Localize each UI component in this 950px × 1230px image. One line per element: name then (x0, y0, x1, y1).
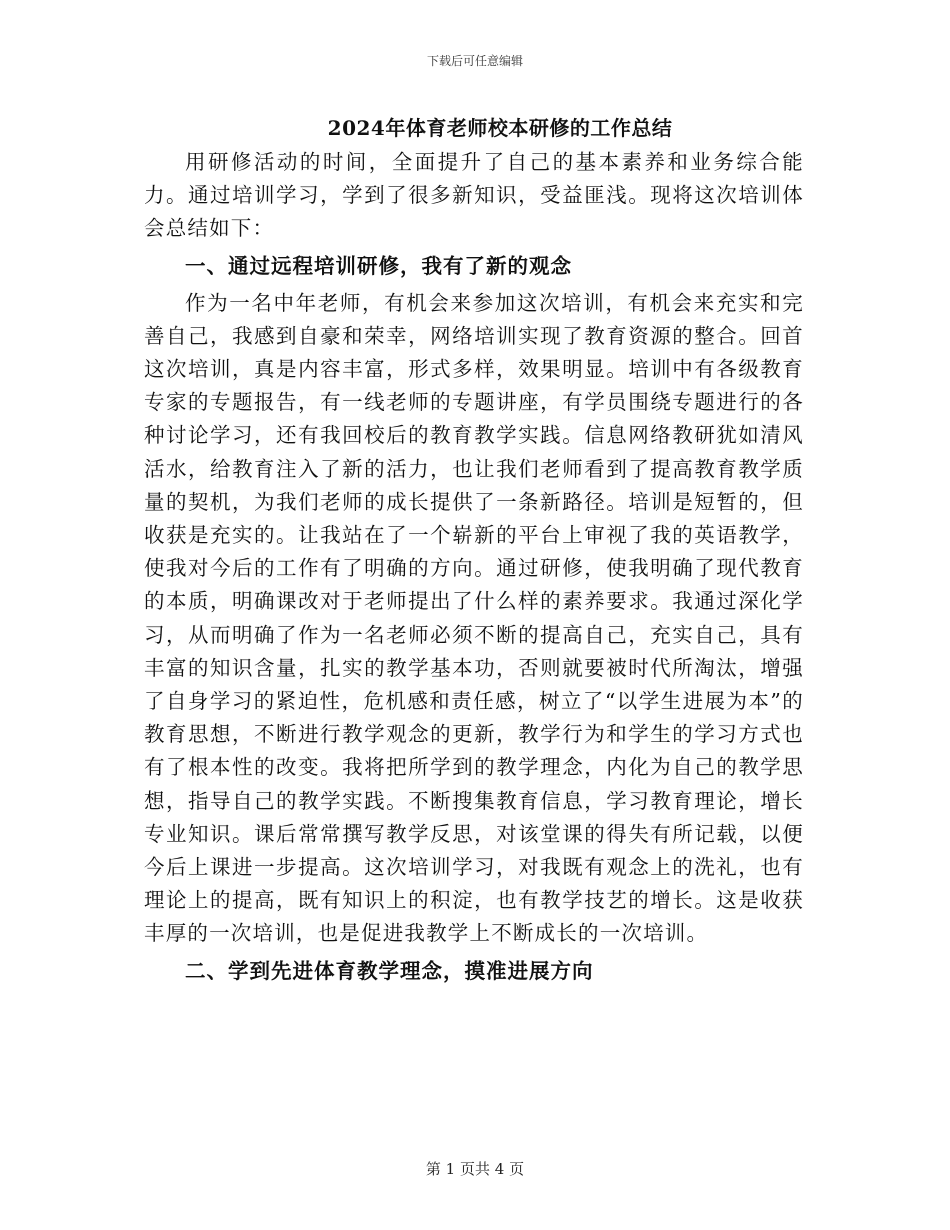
document-title: 2024年体育老师校本研修的工作总结 (327, 116, 673, 140)
document-body (144, 146, 804, 992)
section-2-heading: 二、学到先进体育教学理念，摸准进展方向 (185, 958, 594, 983)
section-1-paragraph: 作为一名中年老师，有机会来参加这次培训，有机会来充实和完善自己，我感到自豪和荣幸，网络培训实现了教育资源的整合。回首这次培训，真是内容丰富，形式多样，效果明显。培训中有各级教育专家的专题报告，有一线老师的专题讲座，有学员围绕专题进行的各种讨论学习，还有我回校后的教育教学实践。信息网络教研犹如清风活水，给教育注入了新的活力，也让我们老师看到了提高教育教学质量的契机，为我们老师的成长提供了一条新路径。培训是短暂的，但收获是充实的。让我站在了一个崭新的平台上审视了我的英语教学，使我对今后的工作有了明确的方向。通过研修，使我明确了现代教育的本质，明确课改对于老师提出了什么样的素养要求。我通过深化学习，从而明确了作为一名老师必须不断的提高自己，充实自己，具有丰富的知识含量，扎实的教学基本功，否则就要被时代所淘汰，增强了自身学习的紧迫性，危机感和责任感，树立了“以学生进展为本”的教育思想，不断进行教学观念的更新，教学行为和学生的学习方式也有了根本性的改变。我将把所学到的教学理念，内化为自己的教学思想，指导自己的教学实践。不断搜集教育信息，学习教育理论，增长专业知识。课后常常撰写教学反思，对该堂课的得失有所记载，以便今后上课进一步提高。这次培训学习，对我既有观念上的洗礼，也有理论上的提高，既有知识上的积淀，也有教学技艺的增长。这是收获丰厚的一次培训，也是促进我教学上不断成长的一次培训。 (144, 290, 804, 946)
intro-paragraph: 用研修活动的时间，全面提升了自己的基本素养和业务综合能力。通过培训学习，学到了很多新知识，受益匪浅。现将这次培训体会总结如下： (144, 150, 804, 241)
page-number-footer: 第 1 页共 4 页 (425, 1160, 525, 1178)
section-1-heading: 一、通过远程培训研修，我有了新的观念 (185, 253, 572, 278)
page-header-note: 下载后可任意编辑 (426, 54, 523, 68)
